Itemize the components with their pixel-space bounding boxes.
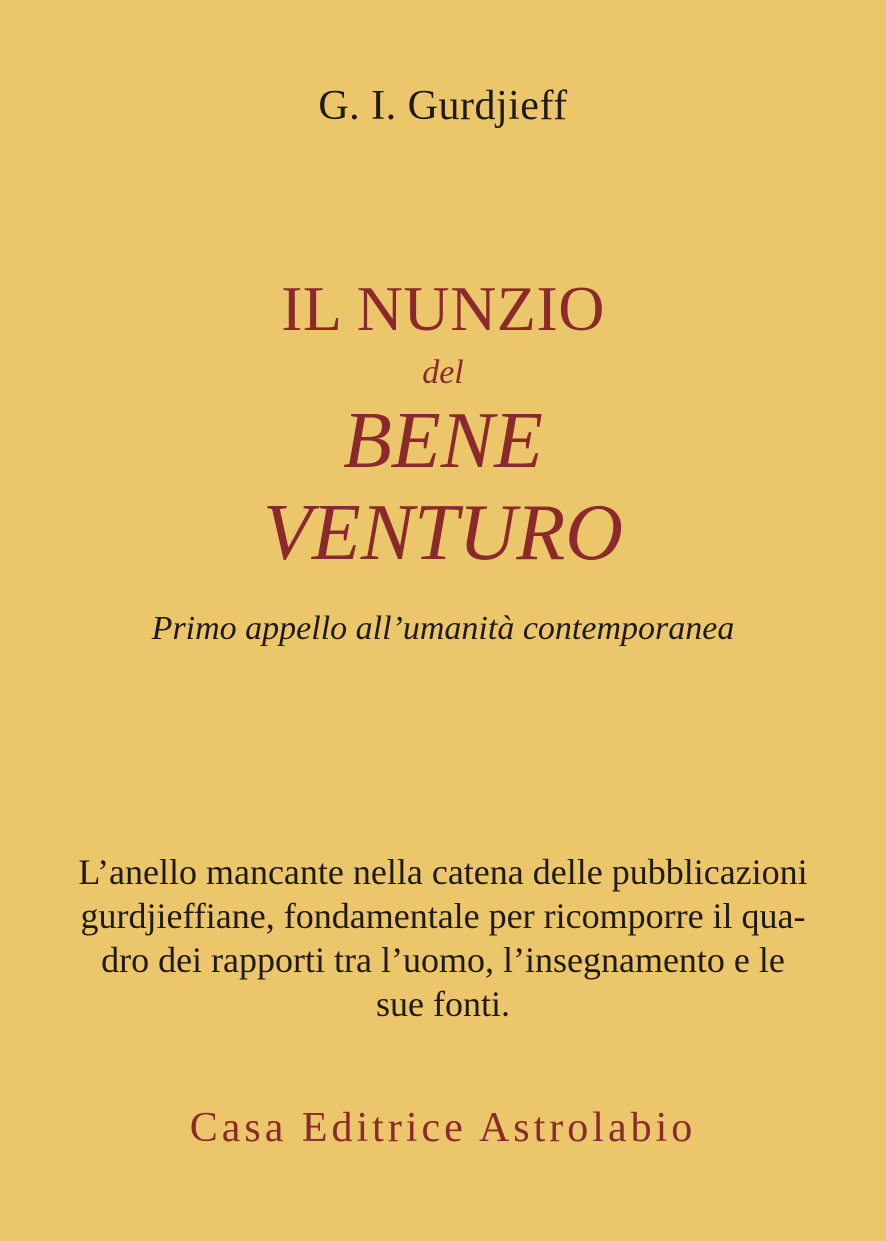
- blurb-line: dro dei rapporti tra l’uomo, l’insegnamento e le: [101, 940, 785, 980]
- subtitle: Primo appello all’umanità contemporanea: [151, 610, 735, 647]
- title-line-del: del: [422, 354, 464, 391]
- title-line-venturo: VENTURO: [263, 489, 623, 577]
- blurb-line: gurdjieffiane, fondamentale per ricomporre il qua-: [80, 896, 806, 936]
- blurb-line: sue fonti.: [376, 984, 510, 1024]
- title-line-il-nunzio: IL NUNZIO: [281, 273, 605, 344]
- blurb-line: L’anello mancante nella catena delle pubblicazioni: [78, 852, 808, 892]
- publisher-name: Casa Editrice Astrolabio: [189, 1105, 697, 1151]
- title-line-bene: BENE: [343, 397, 543, 485]
- author-name: G. I. Gurdjieff: [318, 83, 568, 129]
